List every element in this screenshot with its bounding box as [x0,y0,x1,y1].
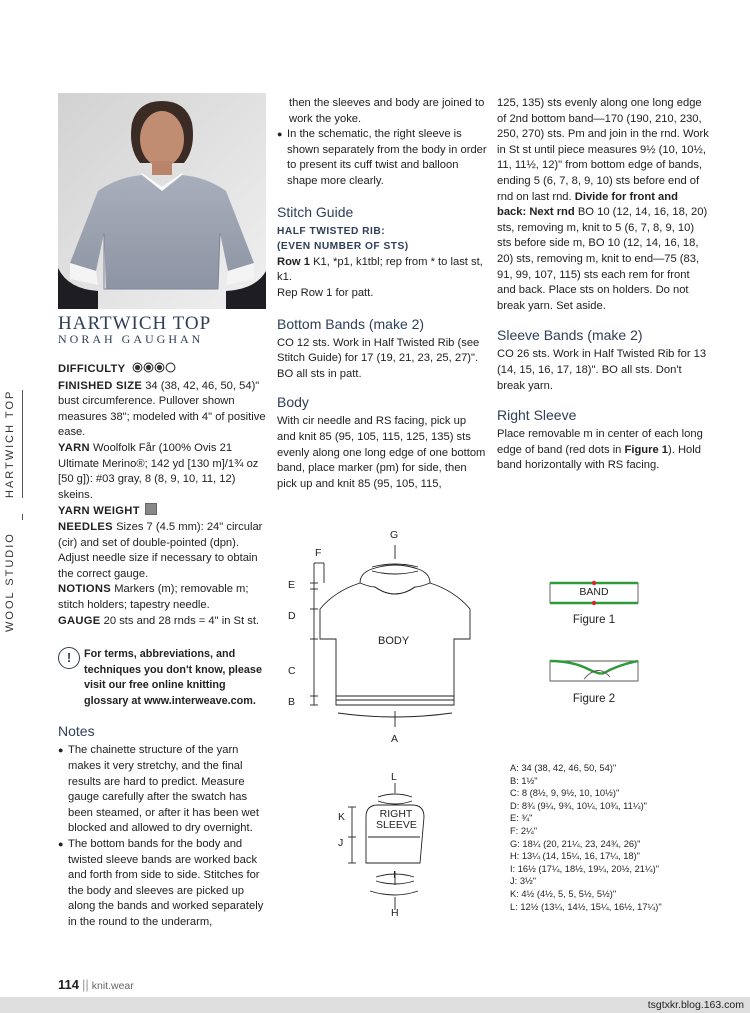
bullet-icon: ● [58,745,64,756]
measurement-j: J: 3½" [510,876,537,887]
instructions-column-3 [497,96,709,474]
needles-label: NEEDLES [58,520,113,533]
sleeve-label-line-1: RIGHT [379,808,413,820]
finished-size-label: FINISHED SIZE [58,379,143,392]
stitch-guide-row [277,255,487,286]
measurement-l: L: 12½ (13¼, 14½, 15¼, 16½, 17¼)" [510,901,662,912]
letter-g: G [390,529,399,541]
finished-size-text: 34 (38, 42, 46, 50, 54)" bust circumference. Pullover shown measures 38"; modeled with 4" of positive ease. [58,379,266,439]
measurement-e: E: ¾" [510,813,533,824]
footer-separator: || [81,977,89,992]
letter-b: B [288,696,296,708]
watermark-bar [0,997,750,1013]
gauge [58,614,268,630]
body-text-1: With cir needle and RS facing, pick up and knit 85 (95, 105, 115, 125, 135) sts evenly along one long edge of one bottom band, place marker (pm) for side, then pick up and knit 85 (95, 105, 115, [277,415,486,490]
measurement-f: F: 2¼" [510,825,538,836]
yarn [58,441,268,503]
sleeve-bands-heading: Sleeve Bands (make 2) [497,327,643,344]
difficulty-row [58,362,268,379]
info-text: For terms, abbreviations, and techniques you don't know, please visit our free online knitting glossary at www.interweave.com. [84,648,262,707]
side-tab-pattern: HARTWICH TOP [4,389,16,498]
measurement-h: H: 13¼ (14, 15¼, 16, 17¼, 18)" [510,851,640,862]
right-sleeve-text [497,427,709,474]
letter-k: K [338,811,346,823]
bullet-icon: ● [277,129,283,140]
schematic-body-label: BODY [378,635,410,647]
band-label: BAND [579,586,609,598]
notions [58,582,268,613]
sleeve-label-line-2: SLEEVE [376,819,417,831]
needles [58,520,268,582]
specs-column [58,362,268,931]
note-item: ● The chainette structure of the yarn makes it very stretchy, and the final results are hard to predict. Measure gauge carefully after the swatch has been steamed, or after it has been wet blocked and allowed to dry overnight. [58,743,268,837]
figure-1-caption: Figure 1 [572,614,616,626]
info-icon: ! [58,647,80,669]
letter-f: F [315,547,322,559]
bottom-bands-text: CO 12 sts. Work in Half Twisted Rib (see Stitch Guide) for 17 (19, 21, 23, 25, 27)". BO all sts in patt. [277,336,480,380]
watermark-text: tsgtxkr.blog.163.com [647,999,744,1011]
body-heading: Body [277,394,309,411]
gauge-label: GAUGE [58,614,101,627]
row-label: Row 1 [277,255,310,268]
measurement-b: B: 1½" [510,775,538,786]
magazine-name: knit.wear [91,980,134,992]
yarn-weight-icon [145,503,157,515]
stitch-guide-sub1: HALF TWISTED RIB: [277,225,386,237]
right-sleeve-text-a: Place removable m in center of each long edge of band (red dots in [497,428,703,456]
note-continued: then the sleeves and body are joined to work the yoke. [289,97,485,125]
finished-size [58,379,268,441]
side-rule-top [22,390,23,498]
note-item: ● In the schematic, the right sleeve is shown separately from the body in order to present its cuff twist and balloon shape more clearly. [277,127,487,189]
schematic [280,525,480,925]
letter-d: D [288,610,296,622]
note-item: ● The bottom bands for the body and twisted sleeve bands are worked back and forth from side to side. Stitches for the body and sleeves are picked up along the bands and worked separately in the round to the underarm, [58,837,268,931]
side-rule-mid [22,514,23,520]
row-text: K1, *p1, k1tbl; rep from * to last st, k1. [277,255,483,284]
body-text-2 [497,96,709,314]
right-sleeve-text-b: ). Hold band horizontally with RS facing. [497,443,701,472]
measurement-c: C: 8 (8½, 9, 9½, 10, 10½)" [510,788,620,799]
info-box [58,647,268,709]
figure-1-ref: Figure 1 [624,443,669,456]
stitch-guide-rep: Rep Row 1 for patt. [277,286,374,299]
bottom-bands-heading: Bottom Bands (make 2) [277,315,425,332]
schematic-drawing [280,525,480,925]
side-tab-brand: WOOL STUDIO [4,532,16,632]
letter-c: C [288,665,296,677]
stitch-guide-sub2: (EVEN NUMBER OF STS) [277,241,409,253]
figure-2-caption: Figure 2 [572,693,616,705]
pattern-designer: NORAH GAUGHAN [58,332,204,346]
right-sleeve-heading: Right Sleeve [497,407,577,424]
notions-text: Markers (m); removable m; stitch holders; tapestry needle. [58,583,249,611]
figure-1 [548,580,640,630]
instructions-column-2 [277,96,487,492]
model-photo [58,93,266,309]
side-tab [0,390,44,645]
sleeve-bands-text: CO 26 sts. Work in Half Twisted Rib for 13 (14, 15, 16, 17, 18)". BO all sts. Don't break yarn. [497,348,707,392]
pattern-title: HARTWICH TOP [58,313,212,334]
measurement-g: G: 18¼ (20, 21¼, 23, 24¾, 26)" [510,838,641,849]
stitch-guide-heading: Stitch Guide [277,203,354,220]
measurement-a: A: 34 (38, 42, 46, 50, 54)" [510,763,617,773]
twisted-band-drawing [548,655,640,685]
page-number: 114 [58,977,79,992]
difficulty-label: DIFFICULTY [58,363,126,375]
yarn-weight-label: YARN WEIGHT [58,505,140,518]
schematic-sleeve-label [376,809,416,831]
notes-heading: Notes [58,723,95,740]
letter-l: L [391,771,397,783]
letter-h: H [391,907,399,919]
measurement-d: D: 8¾ (9¼, 9¾, 10¼, 10¾, 11¼)" [510,800,647,811]
body-text-2a: 125, 135) sts evenly along one long edge of 2nd bottom band—170 (190, 210, 230, 250, 270) sts. Pm and join in the rnd. Work in St st until piece measures 9½ (10, 10½, 11, 11½, 12)" from bottom edge of bands, ending 5 (6, 7, 8, 9, 10) sts before end of rnd on last rnd. [497,97,709,203]
difficulty-circles-icon [132,362,180,379]
gauge-text: 20 sts and 28 rnds = 4" in St st. [103,614,260,627]
measurements-list [510,762,710,913]
measurement-k: K: 4½ (4½, 5, 5, 5½, 5½)" [510,888,617,899]
notions-label: NOTIONS [58,583,112,596]
letter-e: E [288,579,296,591]
body-text-3: BO 10 (12, 14, 16, 18, 20) sts, removing m, knit to 5 (6, 7, 8, 9, 10) sts before side m, BO 10 (12, 14, 16, 18, 20) sts, removing m, knit to end—75 (83, 91, 99, 107, 115) sts each rem for front and back. Place sts on holders. Do not break yarn. Set aside. [497,206,708,312]
letter-i: I [393,869,396,881]
yarn-weight [58,503,268,520]
page-footer [58,977,134,992]
letter-a: A [391,733,399,745]
needles-text: Sizes 7 (4.5 mm): 24" circular (cir) and set of double-pointed (dpn). Adjust needle size if necessary to obtain the correct gauge. [58,520,263,580]
measurement-i: I: 16½ (17¼, 18½, 19¼, 20½, 21¼)" [510,863,660,874]
figure-2 [548,655,640,711]
divide-label: Divide for front and back: Next rnd [497,190,678,219]
bullet-icon: ● [58,839,64,850]
yarn-text: Woolfolk Får (100% Ovis 21 Ultimate Merino®; 142 yd [130 m]/1¾ oz [50 g]): #03 gray, 8 (8, 9, 10, 11, 12) skeins. [58,441,259,501]
letter-j: J [338,837,344,849]
yarn-label: YARN [58,441,90,454]
